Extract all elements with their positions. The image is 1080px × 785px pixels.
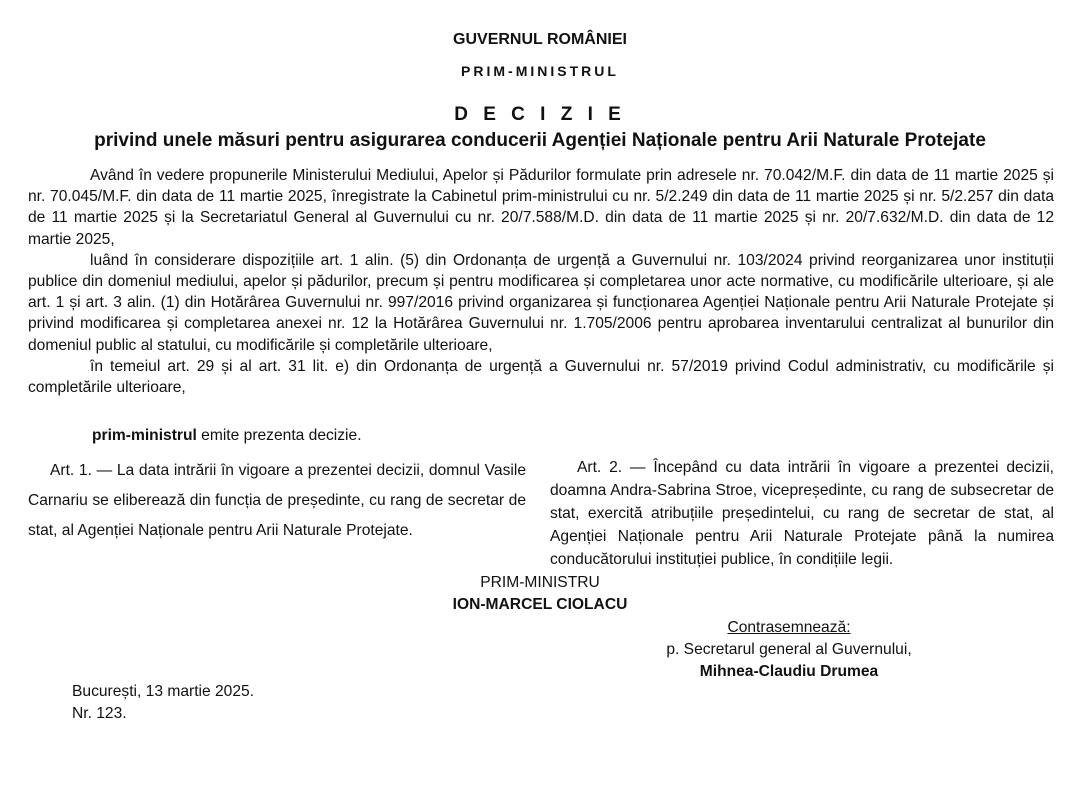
document-type-title: D E C I Z I E — [454, 104, 626, 125]
article-column-right — [550, 456, 1054, 571]
document-subject: privind unele măsuri pentru asigurarea conducerii Agenției Naționale pentru Arii Naturale Protejate — [94, 130, 986, 151]
government-heading: GUVERNUL ROMÂNIEI — [453, 31, 627, 48]
issue-block — [72, 681, 254, 725]
emit-subject: prim-ministrul — [92, 427, 197, 444]
article-1: Art. 1. — La data intrării în vigoare a prezentei decizii, domnul Vasile Carnariu se eliberează din funcția de președinte, cu rang de secretar de stat, al Agenției Naționale pentru Arii Naturale Protejate. — [28, 462, 526, 539]
countersign-role: p. Secretarul general al Guvernului, — [666, 641, 912, 658]
article-2: Art. 2. — Începând cu data intrării în vigoare a prezentei decizii, doamna Andra-Sabrina Stroe, vicepreședinte, cu rang de subsecretar de stat, exercită atribuțiile președintelui, cu rang de secretar de stat, al Agenției Naționale pentru Arii Naturale Protejate până la numirea conducătorului instituției publice, în condițiile legii. — [550, 459, 1054, 568]
signatory-name: ION-MARCEL CIOLACU — [452, 596, 628, 613]
countersign-label: Contrasemnează: — [727, 619, 851, 636]
preamble-paragraph-1: Având în vedere propunerile Ministerului Mediului, Apelor și Pădurilor formulate prin adresele nr. 70.042/M.F. din data de 11 martie 2025 și nr. 70.045/M.F. din data de 11 martie 2025, înregistrate la Cabinetul prim-ministrului cu nr. 5/2.249 din data de 11 martie 2025 și nr. 5/2.257 din data de 11 martie 2025 și la Secretariatul General al Guvernului cu nr. 20/7.588/M.D. din data de 11 martie 2025 și nr. 20/7.632/M.D. din data de 12 martie 2025, — [28, 167, 1054, 248]
article-column-left — [28, 456, 526, 546]
place-date: București, 13 martie 2025. — [72, 683, 255, 700]
preamble — [28, 165, 1054, 398]
decision-number: Nr. 123. — [72, 705, 127, 722]
countersignature-block — [640, 617, 938, 683]
emit-statement — [92, 427, 362, 445]
preamble-paragraph-2: luând în considerare dispozițiile art. 1 alin. (5) din Ordonanța de urgență a Guvernului nr. 103/2024 privind reorganizarea unor instituții publice din domeniul mediului, apelor și pădurilor, precum și pentru modificarea și completarea unor acte normative, cu modificările ulterioare, și ale art. 1 și art. 3 alin. (1) din Hotărârea Guvernului nr. 997/2016 privind organizarea și funcționarea Agenției Naționale pentru Arii Naturale Protejate și privind modificarea și completarea anexei nr. 12 la Hotărârea Guvernului nr. 1.705/2006 pentru aprobarea inventarului centralizat al bunurilor din domeniul public al statului, cu modificările și completările ulterioare, — [28, 251, 1054, 354]
emit-text: emite prezenta decizie. — [196, 427, 362, 444]
preamble-paragraph-3: în temeiul art. 29 și al art. 31 lit. e) din Ordonanța de urgență a Guvernului nr. 57/2019 privind Codul administrativ, cu modificările și completările ulterioare, — [28, 357, 1054, 397]
signatory-title: PRIM-MINISTRU — [480, 574, 600, 591]
countersign-name: Mihnea-Claudiu Drumea — [699, 663, 879, 680]
office-heading: PRIM-MINISTRUL — [461, 63, 619, 79]
